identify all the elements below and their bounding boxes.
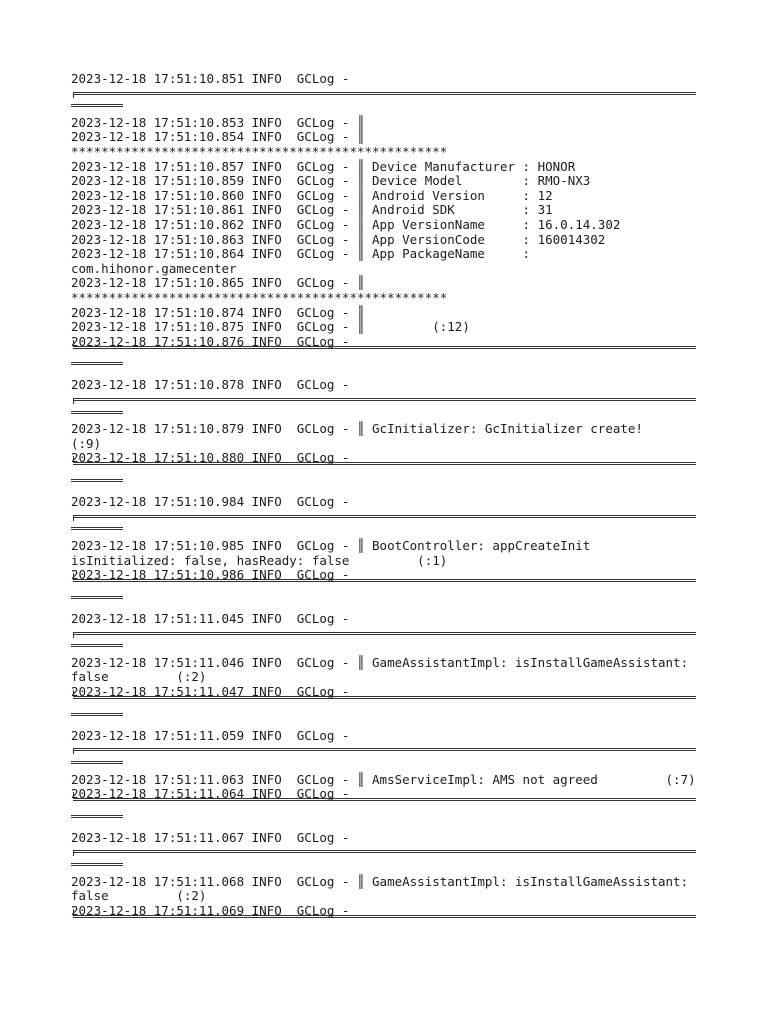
box-border-wrap	[71, 700, 711, 715]
box-top-border	[71, 87, 711, 102]
log-line: 2023-12-18 17:51:11.047 INFO GCLog -	[71, 683, 357, 699]
log-line: 2023-12-18 17:51:10.864 INFO GCLog - ║ App PackageName :	[71, 246, 531, 262]
box-top-border	[71, 627, 711, 642]
log-line: 2023-12-18 17:51:11.045 INFO GCLog -	[71, 610, 357, 626]
blank-line	[71, 714, 711, 729]
log-line: 2023-12-18 17:51:10.857 INFO GCLog - ║ Device Manufacturer : HONOR	[71, 158, 576, 174]
box-border-wrap	[71, 349, 711, 364]
box-top-border	[71, 845, 711, 860]
blank-line	[71, 816, 711, 831]
log-line: 2023-12-18 17:51:10.875 INFO GCLog - ║ (:12)	[71, 319, 470, 335]
blank-line	[71, 597, 711, 612]
box-bottom-border	[71, 451, 711, 466]
log-line: 2023-12-18 17:51:11.059 INFO GCLog -	[71, 727, 357, 743]
log-line: 2023-12-18 17:51:10.874 INFO GCLog - ║	[71, 304, 365, 320]
blank-line	[71, 364, 711, 379]
stars-separator: **************************************************	[71, 143, 448, 159]
log-line: 2023-12-18 17:51:10.862 INFO GCLog - ║ App VersionName : 16.0.14.302	[71, 216, 621, 232]
box-border-wrap	[71, 758, 711, 773]
box-border-wrap	[71, 466, 711, 481]
log-line: 2023-12-18 17:51:10.876 INFO GCLog -	[71, 333, 357, 349]
box-top-border	[71, 743, 711, 758]
box-border-wrap	[71, 583, 711, 598]
stars-separator: **************************************************	[71, 289, 448, 305]
log-line: 2023-12-18 17:51:10.859 INFO GCLog - ║ Device Model : RMO-NX3	[71, 173, 591, 189]
log-line: (:9)	[71, 435, 102, 451]
log-line: 2023-12-18 17:51:10.879 INFO GCLog - ║ GcInitializer: GcInitializer create!	[71, 421, 643, 437]
log-line: 2023-12-18 17:51:10.985 INFO GCLog - ║ BootController: appCreateInit	[71, 538, 591, 553]
log-line: false (:2)	[71, 669, 207, 685]
box-top-border	[71, 510, 711, 525]
log-line: 2023-12-18 17:51:11.067 INFO GCLog -	[71, 829, 357, 845]
log-line: 2023-12-18 17:51:10.853 INFO GCLog - ║	[71, 114, 365, 130]
box-bottom-border	[71, 568, 711, 583]
box-border-wrap	[71, 802, 711, 817]
log-line: 2023-12-18 17:51:11.069 INFO GCLog -	[71, 902, 357, 918]
box-bottom-border	[71, 904, 711, 919]
log-line: 2023-12-18 17:51:10.861 INFO GCLog - ║ Android SDK : 31	[71, 202, 553, 218]
log-line: 2023-12-18 17:51:10.878 INFO GCLog -	[71, 377, 357, 393]
box-top-border	[71, 393, 711, 408]
log-line: 2023-12-18 17:51:10.984 INFO GCLog -	[71, 494, 357, 510]
log-output	[71, 72, 711, 918]
box-border-wrap	[71, 641, 711, 656]
log-line: 2023-12-18 17:51:11.064 INFO GCLog -	[71, 786, 357, 802]
log-line: 2023-12-18 17:51:10.854 INFO GCLog - ║	[71, 129, 365, 145]
box-border-wrap	[71, 101, 711, 116]
log-line: 2023-12-18 17:51:10.865 INFO GCLog - ║	[71, 275, 365, 291]
box-bottom-border	[71, 685, 711, 700]
box-bottom-border	[71, 787, 711, 802]
box-bottom-border	[71, 335, 711, 350]
blank-line	[71, 481, 711, 496]
box-border-wrap	[71, 524, 711, 539]
log-line: false (:2)	[71, 888, 207, 904]
log-line: 2023-12-18 17:51:10.880 INFO GCLog -	[71, 450, 357, 466]
log-line: 2023-12-18 17:51:11.063 INFO GCLog - ║ AmsServiceImpl: AMS not agreed (:7)	[71, 771, 696, 787]
log-line: isInitialized: false, hasReady: false (:1)	[71, 552, 448, 568]
log-line: com.hihonor.gamecenter	[71, 260, 237, 276]
log-line: 2023-12-18 17:51:10.860 INFO GCLog - ║ Android Version : 12	[71, 187, 553, 203]
log-line: 2023-12-18 17:51:10.863 INFO GCLog - ║ App VersionCode : 160014302	[71, 231, 606, 247]
log-line: 2023-12-18 17:51:11.068 INFO GCLog - ║ GameAssistantImpl: isInstallGameAssistant:	[71, 873, 689, 889]
log-line: 2023-12-18 17:51:11.046 INFO GCLog - ║ GameAssistantImpl: isInstallGameAssistant:	[71, 654, 689, 670]
log-line: 2023-12-18 17:51:10.851 INFO GCLog -	[71, 71, 357, 86]
log-line: 2023-12-18 17:51:10.986 INFO GCLog -	[71, 567, 357, 583]
box-border-wrap	[71, 408, 711, 423]
box-border-wrap	[71, 860, 711, 875]
